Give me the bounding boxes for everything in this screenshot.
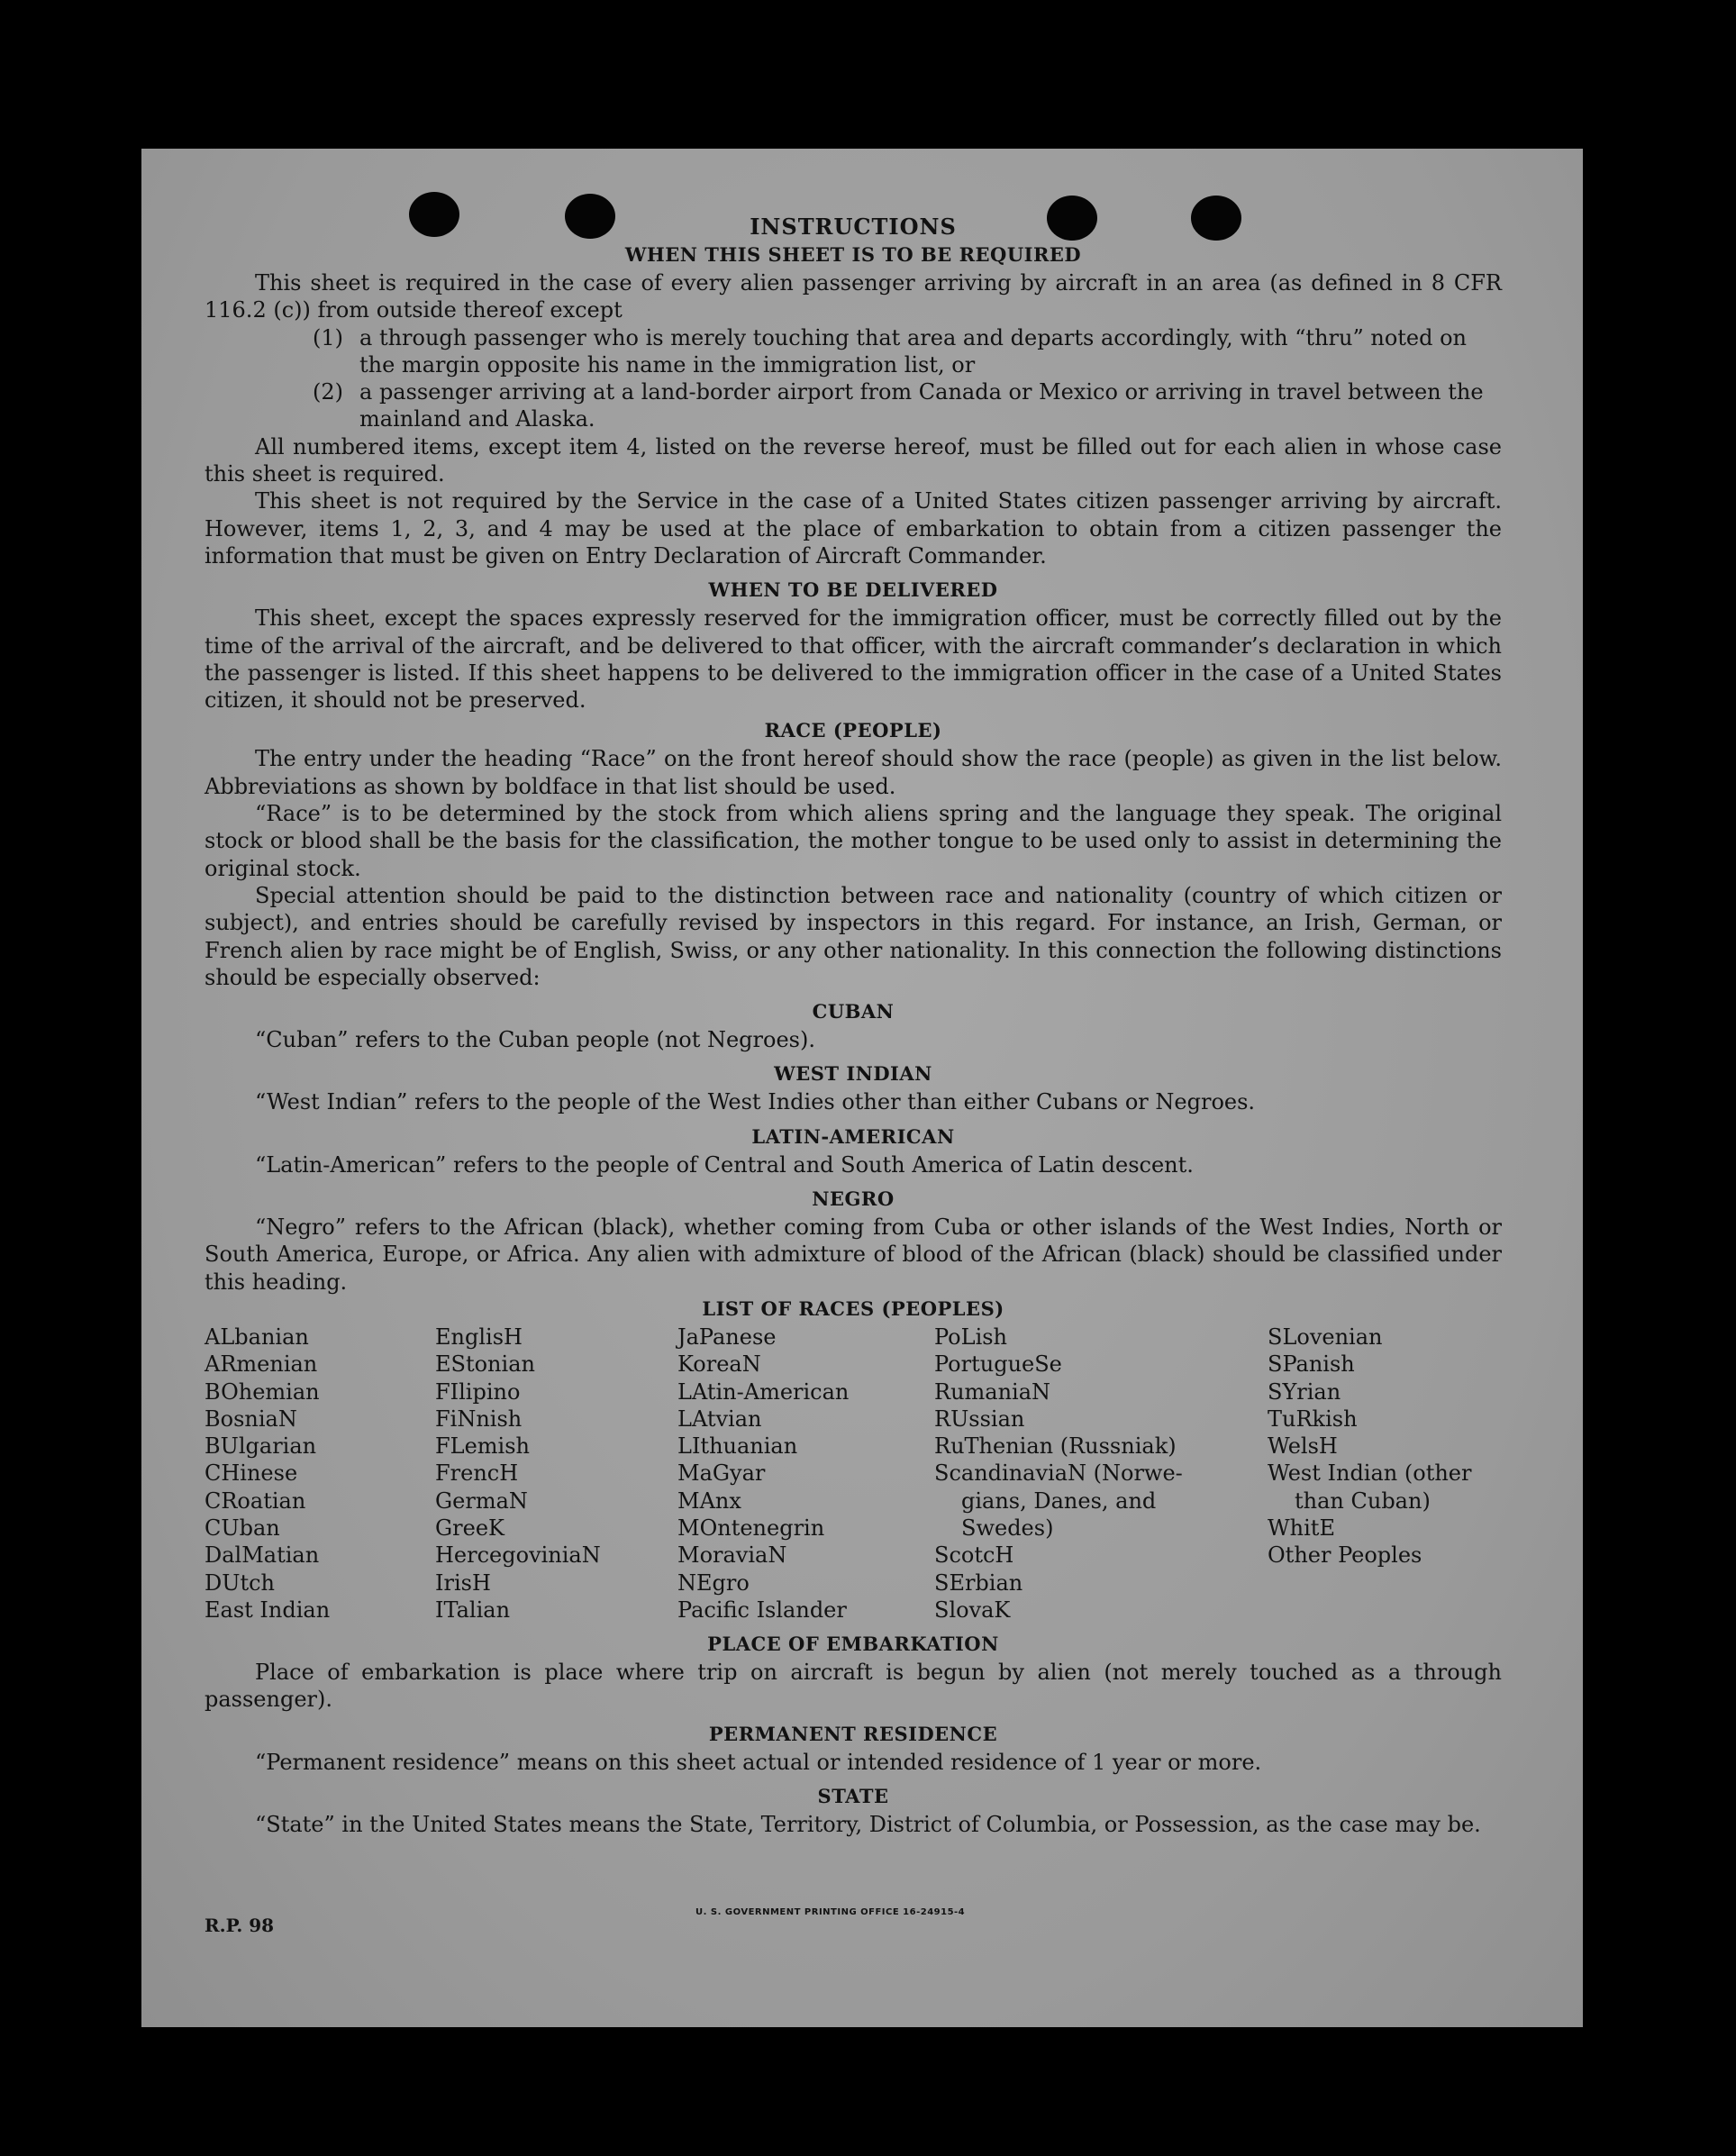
paragraph: “Race” is to be determined by the stock from which aliens spring and the language they speak. The original stock or blood shall be the basis for the classification, the mother tongue to be used only to assist in determining the original stock. — [205, 801, 1502, 881]
paragraph: “State” in the United States means the State, Territory, District of Columbia, or Possession, as the case may be. — [255, 1812, 1481, 1838]
race-item: MaGyar — [677, 1460, 766, 1487]
paragraph: The entry under the heading “Race” on the front hereof should show the race (people) as given in the list below. Abbreviations as shown by boldface in that list should be used. — [205, 746, 1502, 799]
race-item: EnglisH — [435, 1324, 523, 1350]
race-item: KoreaN — [677, 1351, 761, 1378]
race-item: FiNnish — [435, 1405, 523, 1432]
race-item: MOntenegrin — [677, 1515, 825, 1541]
race-item: IrisH — [435, 1569, 491, 1596]
section-heading-required: WHEN THIS SHEET IS TO BE REQUIRED — [624, 243, 1082, 266]
section-heading-embarkation: PLACE OF EMBARKATION — [707, 1633, 999, 1656]
race-item: SLovenian — [1268, 1324, 1383, 1350]
race-item: BUlgarian — [205, 1433, 317, 1460]
race-item: FIlipino — [435, 1378, 521, 1405]
race-item: West Indian (other — [1268, 1460, 1472, 1487]
race-item: BosniaN — [205, 1405, 297, 1432]
race-item: DalMatian — [205, 1542, 320, 1569]
section-heading-race: RACE (PEOPLE) — [764, 719, 942, 742]
race-item: GermaN — [435, 1487, 528, 1514]
printer-imprint: U. S. GOVERNMENT PRINTING OFFICE 16-24915-4 — [695, 1907, 966, 1917]
race-item: SPanish — [1268, 1351, 1355, 1378]
exception-item — [205, 378, 1502, 433]
race-item: LAtin-American — [677, 1378, 850, 1405]
race-item: Other Peoples — [1268, 1542, 1422, 1569]
item-text: a passenger arriving at a land-border airport from Canada or Mexico or arriving in travel between the mainland and Alaska. — [359, 379, 1484, 432]
race-item: GreeK — [435, 1515, 504, 1541]
paragraph: “Negro” refers to the African (black), whether coming from Cuba or other islands of the West Indies, North or South America, Europe, or Africa. Any alien with admixture of blood of the African (black) should be classified under this heading. — [205, 1214, 1502, 1295]
race-item: SYrian — [1268, 1378, 1341, 1405]
item-number: (1) — [313, 324, 343, 350]
race-item: SErbian — [934, 1569, 1023, 1596]
paragraph: “Permanent residence” means on this sheet actual or intended residence of 1 year or more. — [255, 1749, 1262, 1775]
section-heading-races-list: LIST OF RACES (PEOPLES) — [702, 1296, 1004, 1320]
race-item: East Indian — [205, 1597, 331, 1623]
paragraph: Place of embarkation is place where trip on aircraft is begun by alien (not merely touched as a through passenger). — [205, 1660, 1502, 1713]
race-item: ITalian — [435, 1597, 511, 1623]
paragraph: This sheet, except the spaces expressly reserved for the immigration officer, must be correctly filled out by the time of the arrival of the aircraft, and be delivered to that officer, with the aircraft commander’s declaration in which the passenger is listed. If this sheet happens to be delivered to the immigration officer in the case of a United States citizen, it should not be preserved. — [205, 605, 1502, 714]
race-item: JaPanese — [677, 1324, 777, 1350]
races-column-2 — [435, 1324, 677, 1624]
page-footer — [205, 1907, 1502, 1943]
race-item: ScotcH — [934, 1542, 1014, 1569]
paragraph: All numbered items, except item 4, listed on the reverse hereof, must be filled out for each alien in whose case this sheet is required. — [205, 433, 1502, 487]
race-item: RUssian — [934, 1405, 1025, 1432]
race-item: PoLish — [934, 1324, 1008, 1350]
race-item: WelsH — [1268, 1433, 1338, 1460]
race-item: CHinese — [205, 1460, 298, 1487]
race-item: CUban — [205, 1515, 280, 1541]
item-text: a through passenger who is merely touching that area and departs accordingly, with “thru” noted on the margin opposite his name in the immigration list, or — [359, 324, 1468, 378]
instructions-body — [205, 214, 1502, 1936]
paragraph: “Latin-American” refers to the people of Central and South America of Latin descent. — [255, 1151, 1194, 1178]
section-heading-residence: PERMANENT RESIDENCE — [708, 1722, 998, 1745]
race-item: LIthuanian — [677, 1433, 798, 1460]
races-column-1 — [205, 1324, 435, 1624]
item-number: (2) — [313, 379, 343, 405]
race-item: BOhemian — [205, 1378, 320, 1405]
paragraph: “Cuban” refers to the Cuban people (not Negroes). — [255, 1027, 815, 1053]
race-item: LAtvian — [677, 1405, 762, 1432]
race-item: MoraviaN — [677, 1542, 787, 1569]
races-column-5 — [1268, 1324, 1502, 1624]
races-column-4 — [934, 1324, 1268, 1624]
exception-item — [205, 324, 1502, 379]
race-item: CRoatian — [205, 1487, 306, 1514]
section-heading-state: STATE — [817, 1785, 889, 1808]
race-item: RumaniaN — [934, 1378, 1051, 1405]
race-item: ALbanian — [205, 1324, 309, 1350]
race-item: TuRkish — [1268, 1405, 1358, 1432]
section-heading-negro: NEGRO — [812, 1187, 895, 1211]
form-number: R.P. 98 — [205, 1915, 275, 1936]
race-item: RuThenian (Russniak) — [934, 1433, 1177, 1460]
race-item: NEgro — [677, 1569, 750, 1596]
paragraph: This sheet is required in the case of every alien passenger arriving by aircraft in an area (as defined in 8 CFR 116.2 (c)) from outside thereof except — [205, 270, 1502, 323]
paragraph: Special attention should be paid to the distinction between race and nationality (country of which citizen or subject), and entries should be carefully revised by inspectors in this regard. For instance, an Irish, German, or French alien by race might be of English, Swiss, or any other nationality. In this connection the following distinctions should be especially observed: — [205, 882, 1502, 990]
race-item: PortugueSe — [934, 1351, 1062, 1378]
race-item: ScandinaviaN (Norwe- — [934, 1460, 1183, 1487]
section-heading-west-indian: WEST INDIAN — [774, 1062, 932, 1086]
race-item: gians, Danes, and — [961, 1487, 1157, 1514]
race-item: HercegoviniaN — [435, 1542, 601, 1569]
race-item: SlovaK — [934, 1597, 1011, 1623]
page-title: INSTRUCTIONS — [750, 214, 957, 240]
document-sheet — [141, 149, 1583, 2027]
race-item: than Cuban) — [1295, 1487, 1431, 1514]
section-heading-latin-american: LATIN-AMERICAN — [751, 1124, 955, 1148]
race-item: Swedes) — [961, 1515, 1054, 1541]
races-column-3 — [677, 1324, 934, 1624]
race-item: FrencH — [435, 1460, 519, 1487]
race-item: ARmenian — [205, 1351, 318, 1378]
race-item: FLemish — [435, 1433, 530, 1460]
section-heading-cuban: CUBAN — [812, 1000, 895, 1023]
paragraph: “West Indian” refers to the people of the West Indies other than either Cubans or Negroes. — [255, 1089, 1256, 1115]
race-item: DUtch — [205, 1569, 276, 1596]
race-item: MAnx — [677, 1487, 741, 1514]
race-item: WhitE — [1268, 1515, 1335, 1541]
races-list — [205, 1324, 1502, 1624]
paragraph: This sheet is not required by the Service in the case of a United States citizen passenger arriving by aircraft. However, items 1, 2, 3, and 4 may be used at the place of embarkation to obtain from a citizen passenger the information that must be given on Entry Declaration of Aircraft Commander. — [205, 488, 1502, 569]
race-item: EStonian — [435, 1351, 535, 1378]
section-heading-delivered: WHEN TO BE DELIVERED — [708, 578, 998, 602]
race-item: Pacific Islander — [677, 1597, 847, 1623]
